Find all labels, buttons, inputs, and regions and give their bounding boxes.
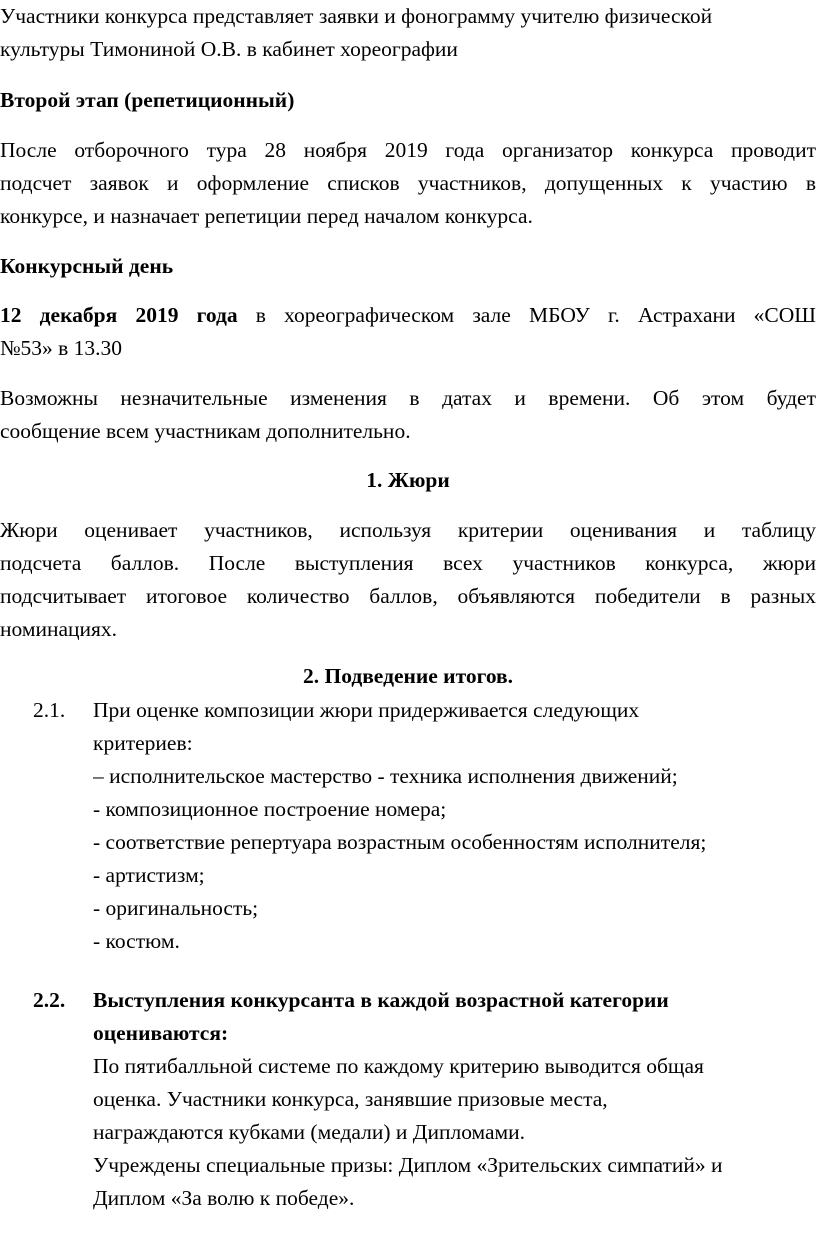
item-2-1-number: 2.1. <box>33 698 66 722</box>
intro-paragraph <box>0 0 816 66</box>
contest-day-line-1 <box>0 299 816 332</box>
changes-note-line-2: сообщение всем участникам дополнительно. <box>0 419 411 443</box>
item-2-2-line-3: награждаются кубками (медали) и Дипломами. <box>93 1120 526 1144</box>
item-2-2-line-5: Диплом «За волю к победе». <box>93 1186 355 1210</box>
stage2-line-1: После отборочного тура 28 ноября 2019 года организатор конкурса проводит <box>0 138 816 162</box>
contest-date: 12 декабря 2019 года <box>0 303 238 327</box>
results-heading: 2. Подведение итогов. <box>302 664 514 688</box>
criterion-item: - оригинальность; <box>93 896 259 920</box>
intro-line-1: Участники конкурса представляет заявки и фонограмму учителю физической <box>0 4 713 28</box>
item-2-1-line-2: критериев: <box>93 731 193 755</box>
stage2-heading: Второй этап (репетиционный) <box>0 88 295 112</box>
contest-day-heading: Конкурсный день <box>0 254 174 278</box>
jury-heading: 1. Жюри <box>366 468 450 492</box>
item-2-1-body <box>93 694 816 958</box>
jury-paragraph <box>0 514 816 646</box>
jury-line-4: номинациях. <box>0 617 118 641</box>
item-2-2-line-1: По пятибалльной системе по каждому критерию выводится общая <box>93 1054 704 1078</box>
criterion-item: - соответствие репертуара возрастным особенностям исполнителя; <box>93 830 707 854</box>
contest-place: в хореографическом зале МБОУ г. Астрахани «СОШ <box>237 303 816 327</box>
criterion-item: - композиционное построение номера; <box>93 797 447 821</box>
criterion-item: – исполнительское мастерство - техника исполнения движений; <box>93 764 678 788</box>
contest-day-line-2: №53» в 13.30 <box>0 336 123 360</box>
contest-day-paragraph <box>0 299 816 365</box>
stage2-line-2: подсчет заявок и оформление списков участников, допущенных к участию в <box>0 171 816 195</box>
stage2-line-3: конкурсе, и назначает репетиции перед началом конкурса. <box>0 204 533 228</box>
criterion-item: - артистизм; <box>93 863 205 887</box>
item-2-2-number: 2.2. <box>33 988 66 1012</box>
criterion-item: - костюм. <box>93 929 180 953</box>
changes-note-paragraph <box>0 382 816 448</box>
item-2-2-bold-line-2: оцениваются: <box>93 1021 229 1045</box>
jury-line-2: подсчета баллов. После выступления всех участников конкурса, жюри <box>0 551 816 575</box>
stage2-paragraph <box>0 134 816 233</box>
jury-line-3: подсчитывает итоговое количество баллов, объявляются победители в разных <box>0 584 816 608</box>
item-2-2-line-2: оценка. Участники конкурса, занявшие призовые места, <box>93 1087 608 1111</box>
changes-note-line-1: Возможны незначительные изменения в датах и времени. Об этом будет <box>0 386 816 410</box>
item-2-1-line-1: При оценке композиции жюри придерживается следующих <box>93 698 640 722</box>
item-2-2-bold-line-1: Выступления конкурсанта в каждой возрастной категории <box>93 988 669 1012</box>
jury-line-1: Жюри оценивает участников, используя критерии оценивания и таблицу <box>0 518 816 542</box>
item-2-2-body <box>93 984 816 1215</box>
item-2-2-line-4: Учреждены специальные призы: Диплом «Зрительских симпатий» и <box>93 1153 723 1177</box>
intro-line-2: культуры Тимониной О.В. в кабинет хореографии <box>0 37 458 61</box>
